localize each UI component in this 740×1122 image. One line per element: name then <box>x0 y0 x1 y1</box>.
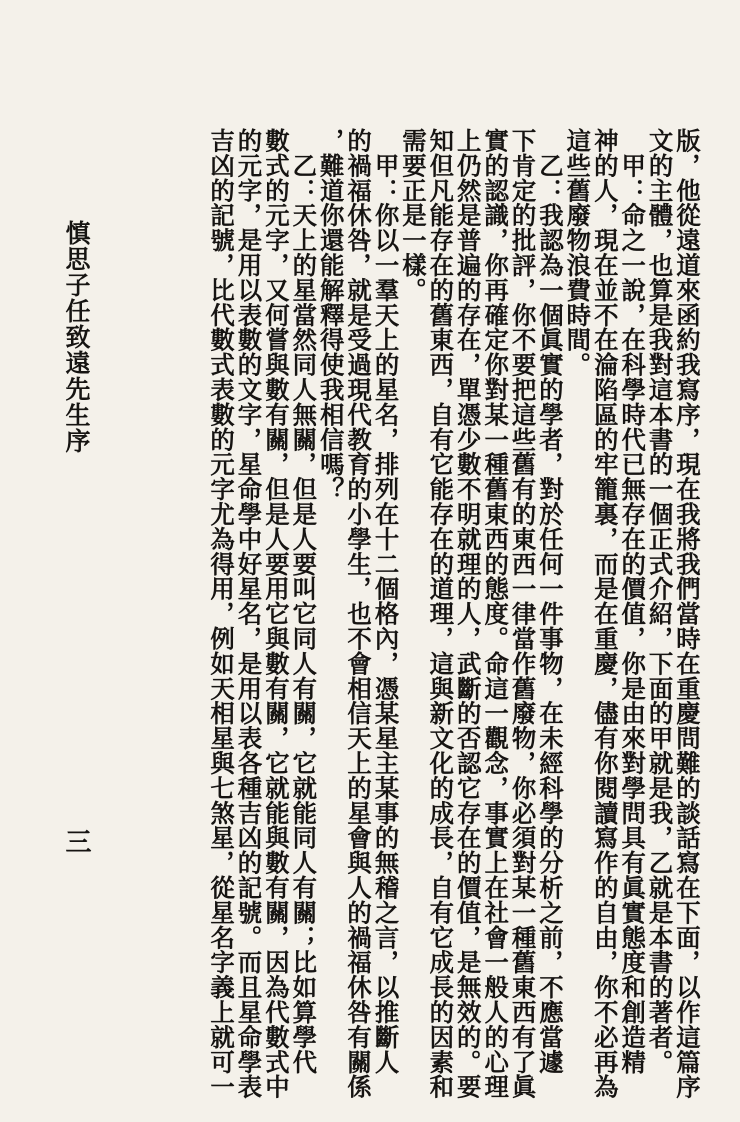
text-line: 版，他從遠道來函約我寫序，現在我將我們當時在重慶問難的談話寫在下面，以作這篇序 <box>672 128 701 1100</box>
text-line: 實的認識，你再確定你對某一種舊東西的態度。命這一觀念，事實上在社會一般人的心理 <box>480 128 510 1100</box>
text-line: 知但凡能存在的舊東西，自有它能存在的道理，這與新文化的成長，自有它成長的因素和 <box>425 128 455 1100</box>
text-line: 吉凶的記號，比代數式表數的元字尤為得用，例如天相星與七煞星，從星名字義上就可一 <box>206 128 236 1100</box>
text-line: 文的主體，也算是我對這本書的一個正式介紹，下面的甲就是我，乙就是本書的著者。 <box>644 128 674 1075</box>
text-line: 甲：命之一說，在科學時代已無存在的價值，你是由來對學問具有眞實態度和創造精 <box>617 128 647 1075</box>
text-line: 乙：天上的星當然同人無關，但是人要叫它同人有關，它就能同人有關；比如算學代 <box>288 128 318 1075</box>
text-line: 神的人，現在並不在淪陷區的牢籠裏，而是在重慶，儘有你閱讀寫作的自由，你不必再為 <box>589 128 619 1100</box>
text-line: 數式的元字，又何嘗與數有關，但是人要用它與數有關，它就能與數有關，因為代數式中 <box>260 128 290 1100</box>
text-line: 甲：你以一羣天上的星名，排列在十二個格內，憑某星主某事的無稽之言，以推斷人 <box>370 128 400 1075</box>
text-line: ，難道你還能解釋得使我相信嗎？ <box>315 128 345 502</box>
text-line: 這些舊廢物浪費時間。 <box>562 128 592 377</box>
text-line: 上仍然是普遍的存在，單憑少數不明就理的人，武斷的否認它存在的價值，是無效的。要 <box>452 128 482 1100</box>
text-line: 的禍福休咎，就是受過現代教育的小學生，也不會相信天上的星會與人的禍福休咎有關係 <box>343 128 373 1100</box>
text-line: 下肯定的批評，你不要把這些舊有的東西一律當作舊廢物，你必須對某一種舊東西有了眞 <box>507 128 537 1100</box>
running-title: 慎思子任致遠先生序 <box>62 220 91 454</box>
text-line: 需要正是一樣。 <box>397 128 427 303</box>
text-line: 的元字，是用以表數的文字，星命學中好星名，是用以表各種吉凶的記號。而且星命學表 <box>233 128 263 1100</box>
body-text <box>206 128 701 1100</box>
text-line: 乙：我認為一個眞實的學者，對於任何一件事物，在未經科學的分析之前，不應當遽 <box>534 128 564 1075</box>
page-number: 三 <box>61 828 91 854</box>
